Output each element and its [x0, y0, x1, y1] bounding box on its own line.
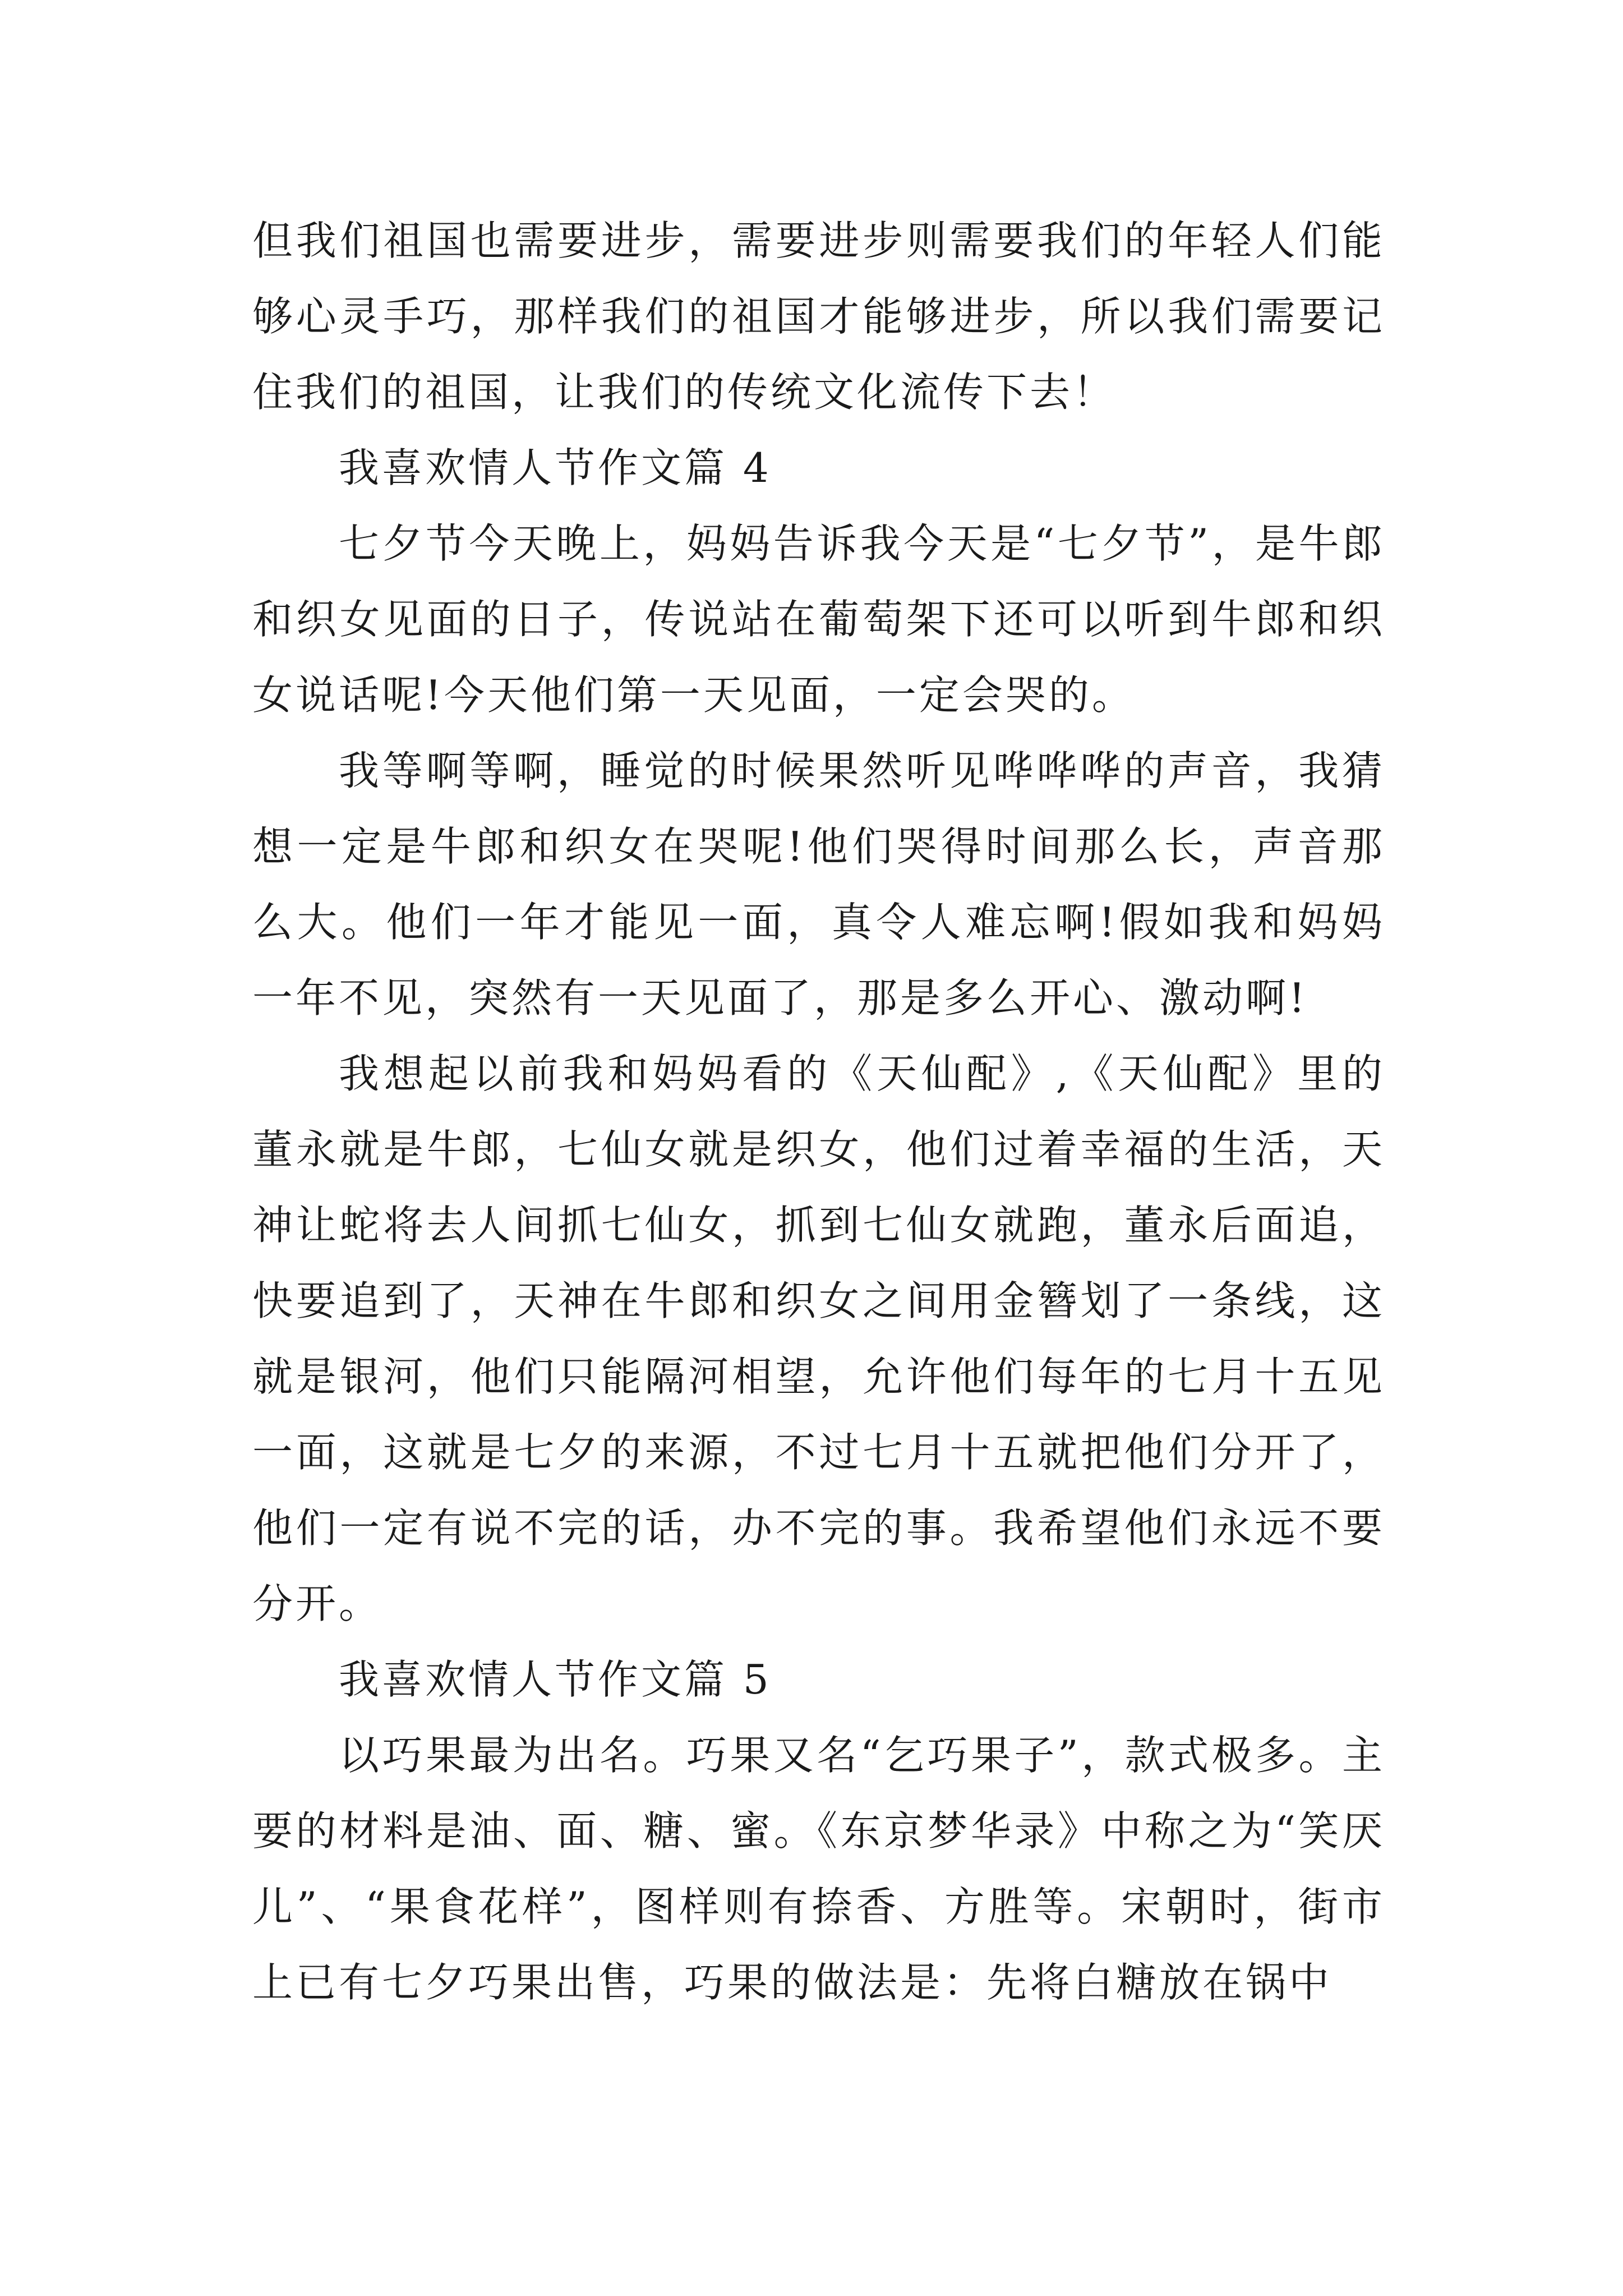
paragraph-qiaoguo: 以巧果最为出名。巧果又名“乞巧果子”，款式极多。主要的材料是油、面、糖、蜜。《东京梦华录》中称之为“笑厌儿”、“果食花样”，图样则有捺香、方胜等。宋朝时，街市上已有七夕巧果出售，巧果的做法是：先将白糖放在锅中	[252, 1732, 1385, 2006]
paragraph-intro: 但我们祖国也需要进步，需要进步则需要我们的年轻人们能够心灵手巧，那样我们的祖国才能够进步，所以我们需要记住我们的祖国，让我们的传统文化流传下去！	[252, 217, 1385, 416]
document-page	[252, 203, 1385, 2021]
section-heading-4: 我喜欢情人节作文篇 4	[339, 444, 772, 491]
paragraph-qixi-evening: 七夕节今天晚上，妈妈告诉我今天是“七夕节”，是牛郎和织女见面的日子，传说站在葡萄架下还可以听到牛郎和织女说话呢!今天他们第一天见面，一定会哭的。	[252, 520, 1385, 719]
section-heading-5: 我喜欢情人节作文篇 5	[339, 1656, 772, 1703]
paragraph-waiting: 我等啊等啊，睡觉的时候果然听见哗哗哗的声音，我猜想一定是牛郎和织女在哭呢!他们哭得时间那么长，声音那么大。他们一年才能见一面，真令人难忘啊!假如我和妈妈一年不见，突然有一天见面了，那是多么开心、激动啊!	[252, 747, 1385, 1022]
paragraph-tianxianpei: 我想起以前我和妈妈看的《天仙配》,《天仙配》里的董永就是牛郎，七仙女就是织女，他们过着幸福的生活，天神让蛇将去人间抓七仙女，抓到七仙女就跑，董永后面追，快要追到了，天神在牛郎和织女之间用金簪划了一条线，这就是银河，他们只能隔河相望，允许他们每年的七月十五见一面，这就是七夕的来源，不过七月十五就把他们分开了，他们一定有说不完的话，办不完的事。我希望他们永远不要分开。	[252, 1050, 1385, 1627]
